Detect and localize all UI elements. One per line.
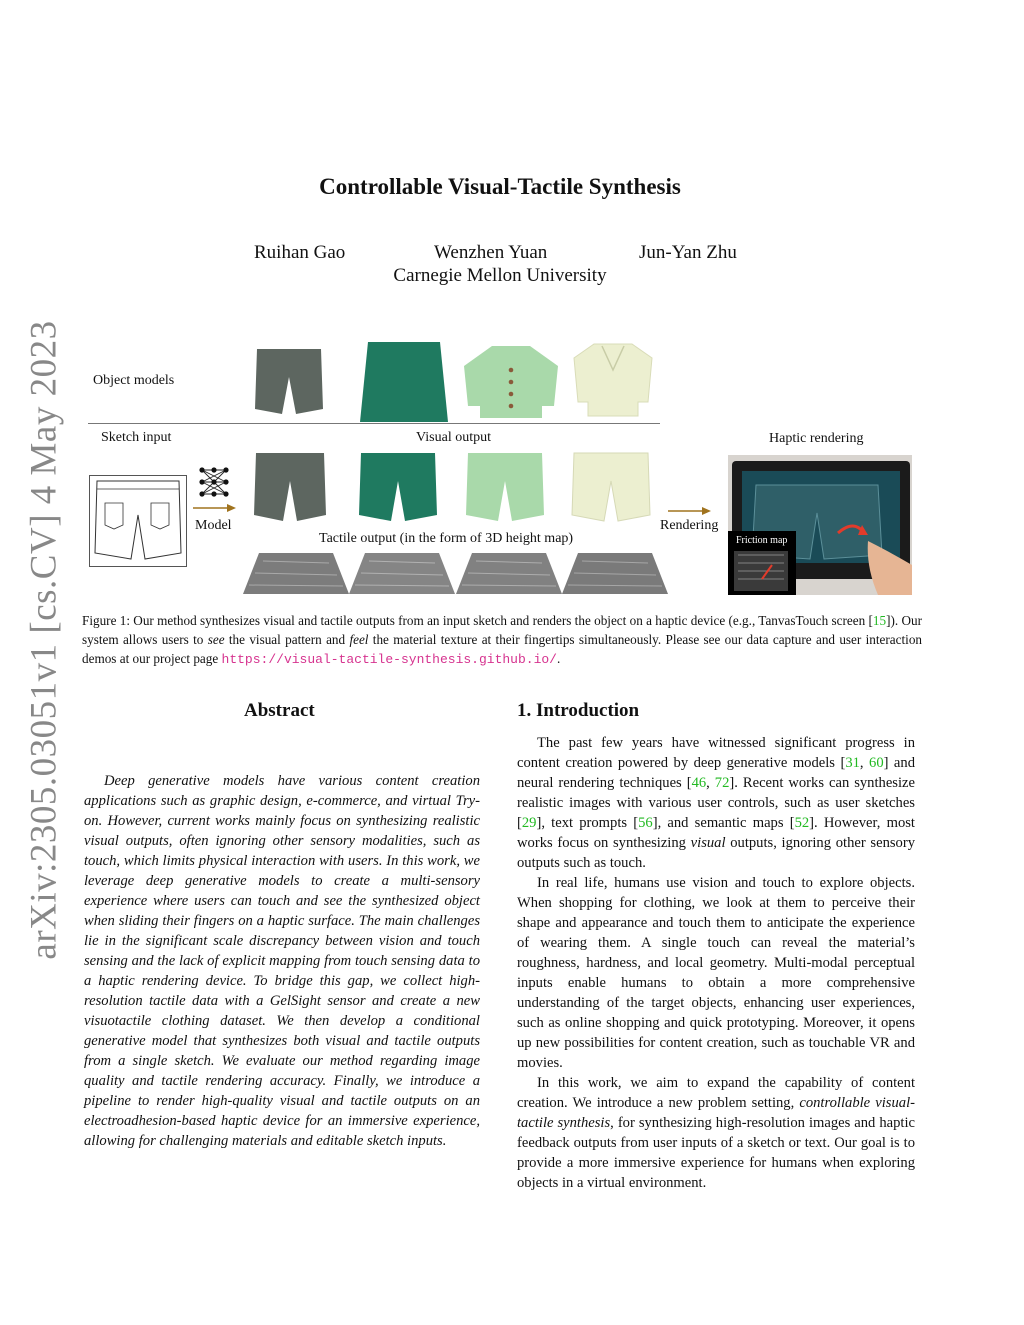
tactile-map-1 [243, 553, 349, 594]
visual-output-cream [570, 451, 652, 523]
caption-text: the visual pattern and [224, 632, 350, 647]
sketch-input-drawing [89, 475, 187, 567]
label-object-models: Object models [93, 373, 175, 388]
label-rendering: Rendering [660, 518, 719, 533]
label-tactile-output: Tactile output (in the form of 3D height map) [319, 531, 574, 546]
caption-text: the material texture at their fingertips simultaneously. Please see our data capture and user interaction demos at our project page [82, 632, 923, 666]
model-arrow-icon [193, 502, 237, 514]
project-page-link[interactable]: https://visual-tactile-synthesis.github.io/ [221, 652, 557, 667]
citation-link[interactable]: 72 [714, 775, 730, 791]
visual-output-mint [464, 451, 546, 523]
intro-paragraph-2: In real life, humans use vision and touch to explore objects. When shopping for clothing, we look at them to perceive their shape and appearance and touch them to anticipate the experience of wearing them. A single touch can reveal the material’s roughness, hardness, and local geometry. Multi-modal perceptual inputs enable humans to obtain a more comprehensive understanding of the target objects, enhancing user experiences, such as online shopping and quick prototyping. Moreover, it opens up new possibilities for content creation, such as touchable VR and movies. [517, 875, 915, 1071]
citation-link[interactable]: 15 [872, 613, 887, 628]
citation-link[interactable]: 60 [869, 755, 884, 771]
label-friction-map: Friction map [736, 535, 788, 546]
figure-caption [82, 611, 922, 669]
intro-paragraph-3: In this work, we aim to expand the capability of content creation. We introduce a new problem setting, controllable visual-tactile synthesis, for synthesizing high-resolution images and haptic feedback outputs from user inputs of a sketch or text. Our goal is to provide a more immersive experience for humans when exploring objects in a virtual environment. [517, 1075, 915, 1191]
affiliation: Carnegie Mellon University [393, 265, 607, 286]
object-green-skirt [358, 340, 450, 426]
abstract-text: Deep generative models have various content creation applications such as graphic design, e-commerce, and virtual Try-on. However, current works mainly focus on synthesizing realistic visual outputs, often ignoring other sensory modalities, such as touch, which limits physical interaction with users. In this work, we leverage deep generative models to create a multi-sensory experience where users can touch and see the synthesized object when sliding their fingers on a haptic surface. The main challenges lie in the significant scale discrepancy between vision and touch sensing and the lack of explicit mapping from touch sensing data to a haptic rendering device. To bridge this gap, we collect high-resolution tactile data with a GelSight sensor and create a new visuotactile clothing dataset. We then develop a conditional generative model that synthesizes both visual and tactile outputs from a single sketch. We evaluate our method regarding image quality and tactile rendering accuracy. Finally, we introduce a pipeline to render high-quality visual and tactile outputs on an electroadhesion-based haptic device for an immersive experience, allowing for challenging materials and editable sketch inputs. [84, 773, 480, 1149]
label-model: Model [195, 518, 232, 533]
visual-output-green [357, 451, 439, 523]
object-gray-shorts [252, 345, 326, 419]
caption-text: Figure 1: Our method synthesizes visual and tactile outputs from an input sketch and renders the object on a haptic device (e.g., TanvasTouch screen [ [82, 613, 873, 628]
haptic-device-photo [728, 455, 912, 595]
object-mint-cardigan [462, 344, 560, 420]
tactile-map-4 [562, 553, 668, 594]
caption-emphasis: see [207, 632, 225, 647]
paper-title: Controllable Visual-Tactile Synthesis [319, 174, 681, 199]
arxiv-sidebar-stamp [14, 320, 74, 960]
author-3: Jun-Yan Zhu [639, 242, 737, 263]
introduction-heading: 1. Introduction [517, 700, 640, 721]
introduction-body [517, 733, 915, 1193]
caption-text: . [557, 651, 561, 666]
citation-link[interactable]: 52 [794, 815, 810, 831]
rendering-arrow-icon [668, 505, 712, 517]
label-visual-output: Visual output [416, 430, 491, 445]
intro-paragraph-1: The past few years have witnessed significant progress in content creation powered by deep generative models [31, 60] and neural rendering techniques [46, 72]. Recent works can synthesize realistic images with various user controls, such as user sketches [29], text prompts [56], and semantic maps [52]. However, most works focus on synthesizing visual outputs, ignoring other sensory outputs such as touch. [517, 735, 915, 871]
tactile-map-3 [456, 553, 562, 594]
abstract-heading: Abstract [244, 700, 315, 721]
citation-link[interactable]: 31 [845, 755, 860, 771]
figure-divider [88, 423, 660, 424]
caption-emphasis: feel [349, 632, 369, 647]
author-2: Wenzhen Yuan [434, 242, 548, 263]
object-cream-sweater [572, 342, 654, 420]
tactile-map-2 [349, 553, 455, 594]
author-1: Ruihan Gao [254, 242, 346, 263]
caption-text: ]). Our system allows users to [82, 613, 923, 647]
neural-network-icon [197, 465, 231, 499]
citation-link[interactable]: 29 [521, 815, 537, 831]
citation-link[interactable]: 46 [691, 775, 707, 791]
arxiv-id: arXiv:2305.03051v1 [cs.CV] 4 May 2023 [23, 320, 65, 960]
label-sketch-input: Sketch input [101, 430, 172, 445]
citation-link[interactable]: 56 [638, 815, 653, 831]
visual-output-gray [252, 451, 328, 523]
label-haptic-rendering: Haptic rendering [769, 431, 864, 446]
